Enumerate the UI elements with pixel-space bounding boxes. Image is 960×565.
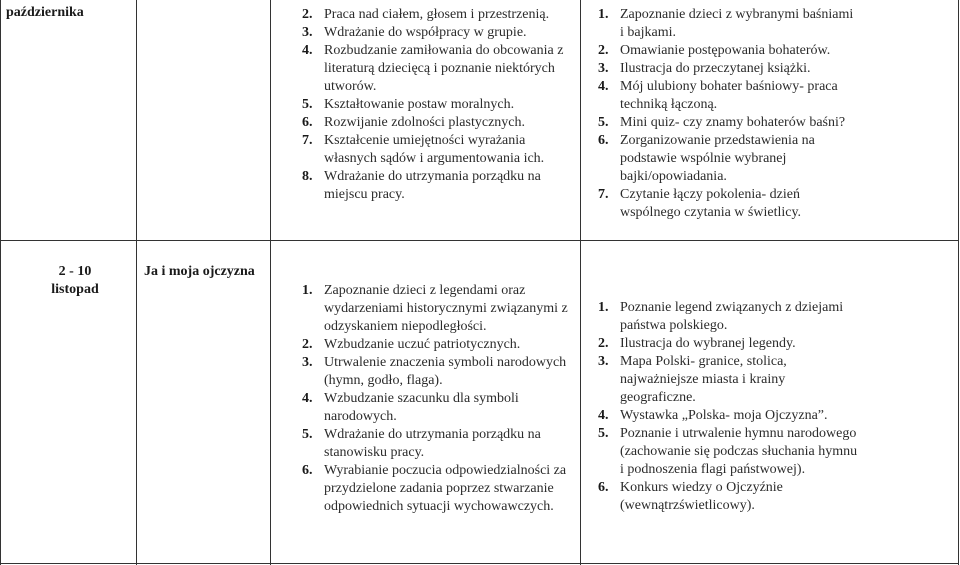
activity-item [598, 479, 862, 515]
list-item-number: 4. [598, 79, 609, 94]
list-item-text: Ilustracja do przeczytanej książki. [620, 61, 811, 76]
list-item-text: Mapa Polski- granice, stolica, najważniejsze miasta i krainy geograficzne. [620, 354, 787, 405]
goal-item [302, 132, 572, 168]
activity-item [598, 186, 860, 222]
table-border-left [0, 0, 1, 565]
list-item-text: Mini quiz- czy znamy bohaterów baśni? [620, 115, 846, 130]
row2-goals-list [302, 282, 572, 516]
row1-goals-list [302, 6, 572, 204]
list-item-text: Wdrażanie do współpracy w grupie. [324, 25, 527, 40]
list-item-number: 5. [302, 427, 313, 442]
goal-item [302, 42, 572, 96]
list-item-number: 5. [598, 115, 609, 130]
table-border-bottom [0, 563, 959, 564]
goal-item [302, 336, 572, 354]
goal-item [302, 6, 572, 24]
list-item-number: 7. [302, 133, 313, 148]
list-item-text: Wyrabianie poczucia odpowiedzialności za przydzielone zadania poprzez stwarzanie odpowiednich sytuacji wychowawczych. [324, 463, 567, 514]
column-divider-3 [580, 0, 581, 565]
activity-item [598, 335, 862, 353]
list-item-number: 5. [302, 97, 313, 112]
list-item-number: 3. [598, 354, 609, 369]
list-item-number: 4. [598, 408, 609, 423]
list-item-number: 8. [302, 169, 313, 184]
list-item-text: Praca nad ciałem, głosem i przestrzenią. [324, 7, 550, 22]
row2-activities-list [598, 299, 862, 515]
row-divider [0, 240, 959, 241]
goal-item [302, 282, 572, 336]
goal-item [302, 96, 572, 114]
table-border-right [958, 0, 959, 565]
list-item-text: Ilustracja do wybranej legendy. [620, 336, 796, 351]
list-item-number: 1. [598, 300, 609, 315]
goal-item [302, 426, 572, 462]
list-item-number: 1. [302, 283, 313, 298]
list-item-text: Wzbudzanie szacunku dla symboli narodowych. [324, 391, 519, 424]
activity-item [598, 78, 860, 114]
row1-activities-list [598, 6, 860, 222]
list-item-number: 2. [302, 337, 313, 352]
list-item-number: 3. [302, 355, 313, 370]
activity-item [598, 114, 860, 132]
list-item-text: Poznanie i utrwalenie hymnu narodowego (zachowanie się podczas słuchania hymnu i podnoszenia flagi państwowej). [620, 426, 858, 477]
goal-item [302, 168, 572, 204]
list-item-text: Kształcenie umiejętności wyrażania własnych sądów i argumentowania ich. [324, 133, 545, 166]
list-item-text: Zapoznanie dzieci z legendami oraz wydarzeniami historycznymi związanymi z odzyskaniem niepodległości. [324, 283, 568, 334]
row2-goals [302, 282, 572, 516]
list-item-number: 2. [598, 43, 609, 58]
goal-item [302, 24, 572, 42]
row2-activities [598, 299, 862, 515]
activity-item [598, 407, 862, 425]
list-item-text: Rozbudzanie zamiłowania do obcowania z literaturą dziecięcą i poznanie niektórych utworów. [324, 43, 564, 94]
row2-topic: Ja i moja ojczyzna [144, 264, 255, 279]
row1-goals [302, 6, 572, 204]
list-item-number: 6. [302, 115, 313, 130]
row1-activities [598, 6, 860, 222]
activity-item [598, 60, 860, 78]
list-item-text: Zorganizowanie przedstawienia na podstawie wspólnie wybranej bajki/opowiadania. [620, 133, 815, 184]
list-item-text: Utrwalenie znaczenia symboli narodowych (hymn, godło, flaga). [324, 355, 567, 388]
activity-item [598, 353, 862, 407]
list-item-text: Poznanie legend związanych z dziejami państwa polskiego. [620, 300, 844, 333]
list-item-text: Kształtowanie postaw moralnych. [324, 97, 515, 112]
list-item-text: Omawianie postępowania bohaterów. [620, 43, 831, 58]
list-item-text: Mój ulubiony bohater baśniowy- praca techniką łączoną. [620, 79, 838, 112]
list-item-text: Wdrażanie do utrzymania porządku na stanowisku pracy. [324, 427, 541, 460]
goal-item [302, 354, 572, 390]
list-item-number: 6. [598, 133, 609, 148]
list-item-number: 3. [302, 25, 313, 40]
list-item-number: 2. [598, 336, 609, 351]
list-item-text: Zapoznanie dzieci z wybranymi baśniami i bajkami. [620, 7, 854, 40]
list-item-number: 1. [598, 7, 609, 22]
activity-item [598, 425, 862, 479]
list-item-number: 2. [302, 7, 313, 22]
column-divider-2 [270, 0, 271, 565]
list-item-text: Konkurs wiedzy o Ojczyźnie (wewnątrzświetlicowy). [620, 480, 783, 513]
goal-item [302, 114, 572, 132]
list-item-number: 7. [598, 187, 609, 202]
column-divider-1 [136, 0, 137, 565]
activity-item [598, 299, 862, 335]
list-item-number: 4. [302, 43, 313, 58]
activity-item [598, 132, 860, 186]
activity-item [598, 42, 860, 60]
list-item-number: 3. [598, 61, 609, 76]
row1-month: października [6, 5, 84, 20]
row2-date: 2 - 10 listopad [51, 264, 99, 297]
list-item-text: Wystawka „Polska- moja Ojczyzna”. [620, 408, 828, 423]
list-item-number: 6. [598, 480, 609, 495]
goal-item [302, 462, 572, 516]
goal-item [302, 390, 572, 426]
activity-item [598, 6, 860, 42]
list-item-text: Wzbudzanie uczuć patriotycznych. [324, 337, 521, 352]
list-item-text: Czytanie łączy pokolenia- dzień wspólnego czytania w świetlicy. [620, 187, 802, 220]
list-item-number: 5. [598, 426, 609, 441]
list-item-number: 6. [302, 463, 313, 478]
list-item-number: 4. [302, 391, 313, 406]
list-item-text: Wdrażanie do utrzymania porządku na miejscu pracy. [324, 169, 541, 202]
list-item-text: Rozwijanie zdolności plastycznych. [324, 115, 525, 130]
